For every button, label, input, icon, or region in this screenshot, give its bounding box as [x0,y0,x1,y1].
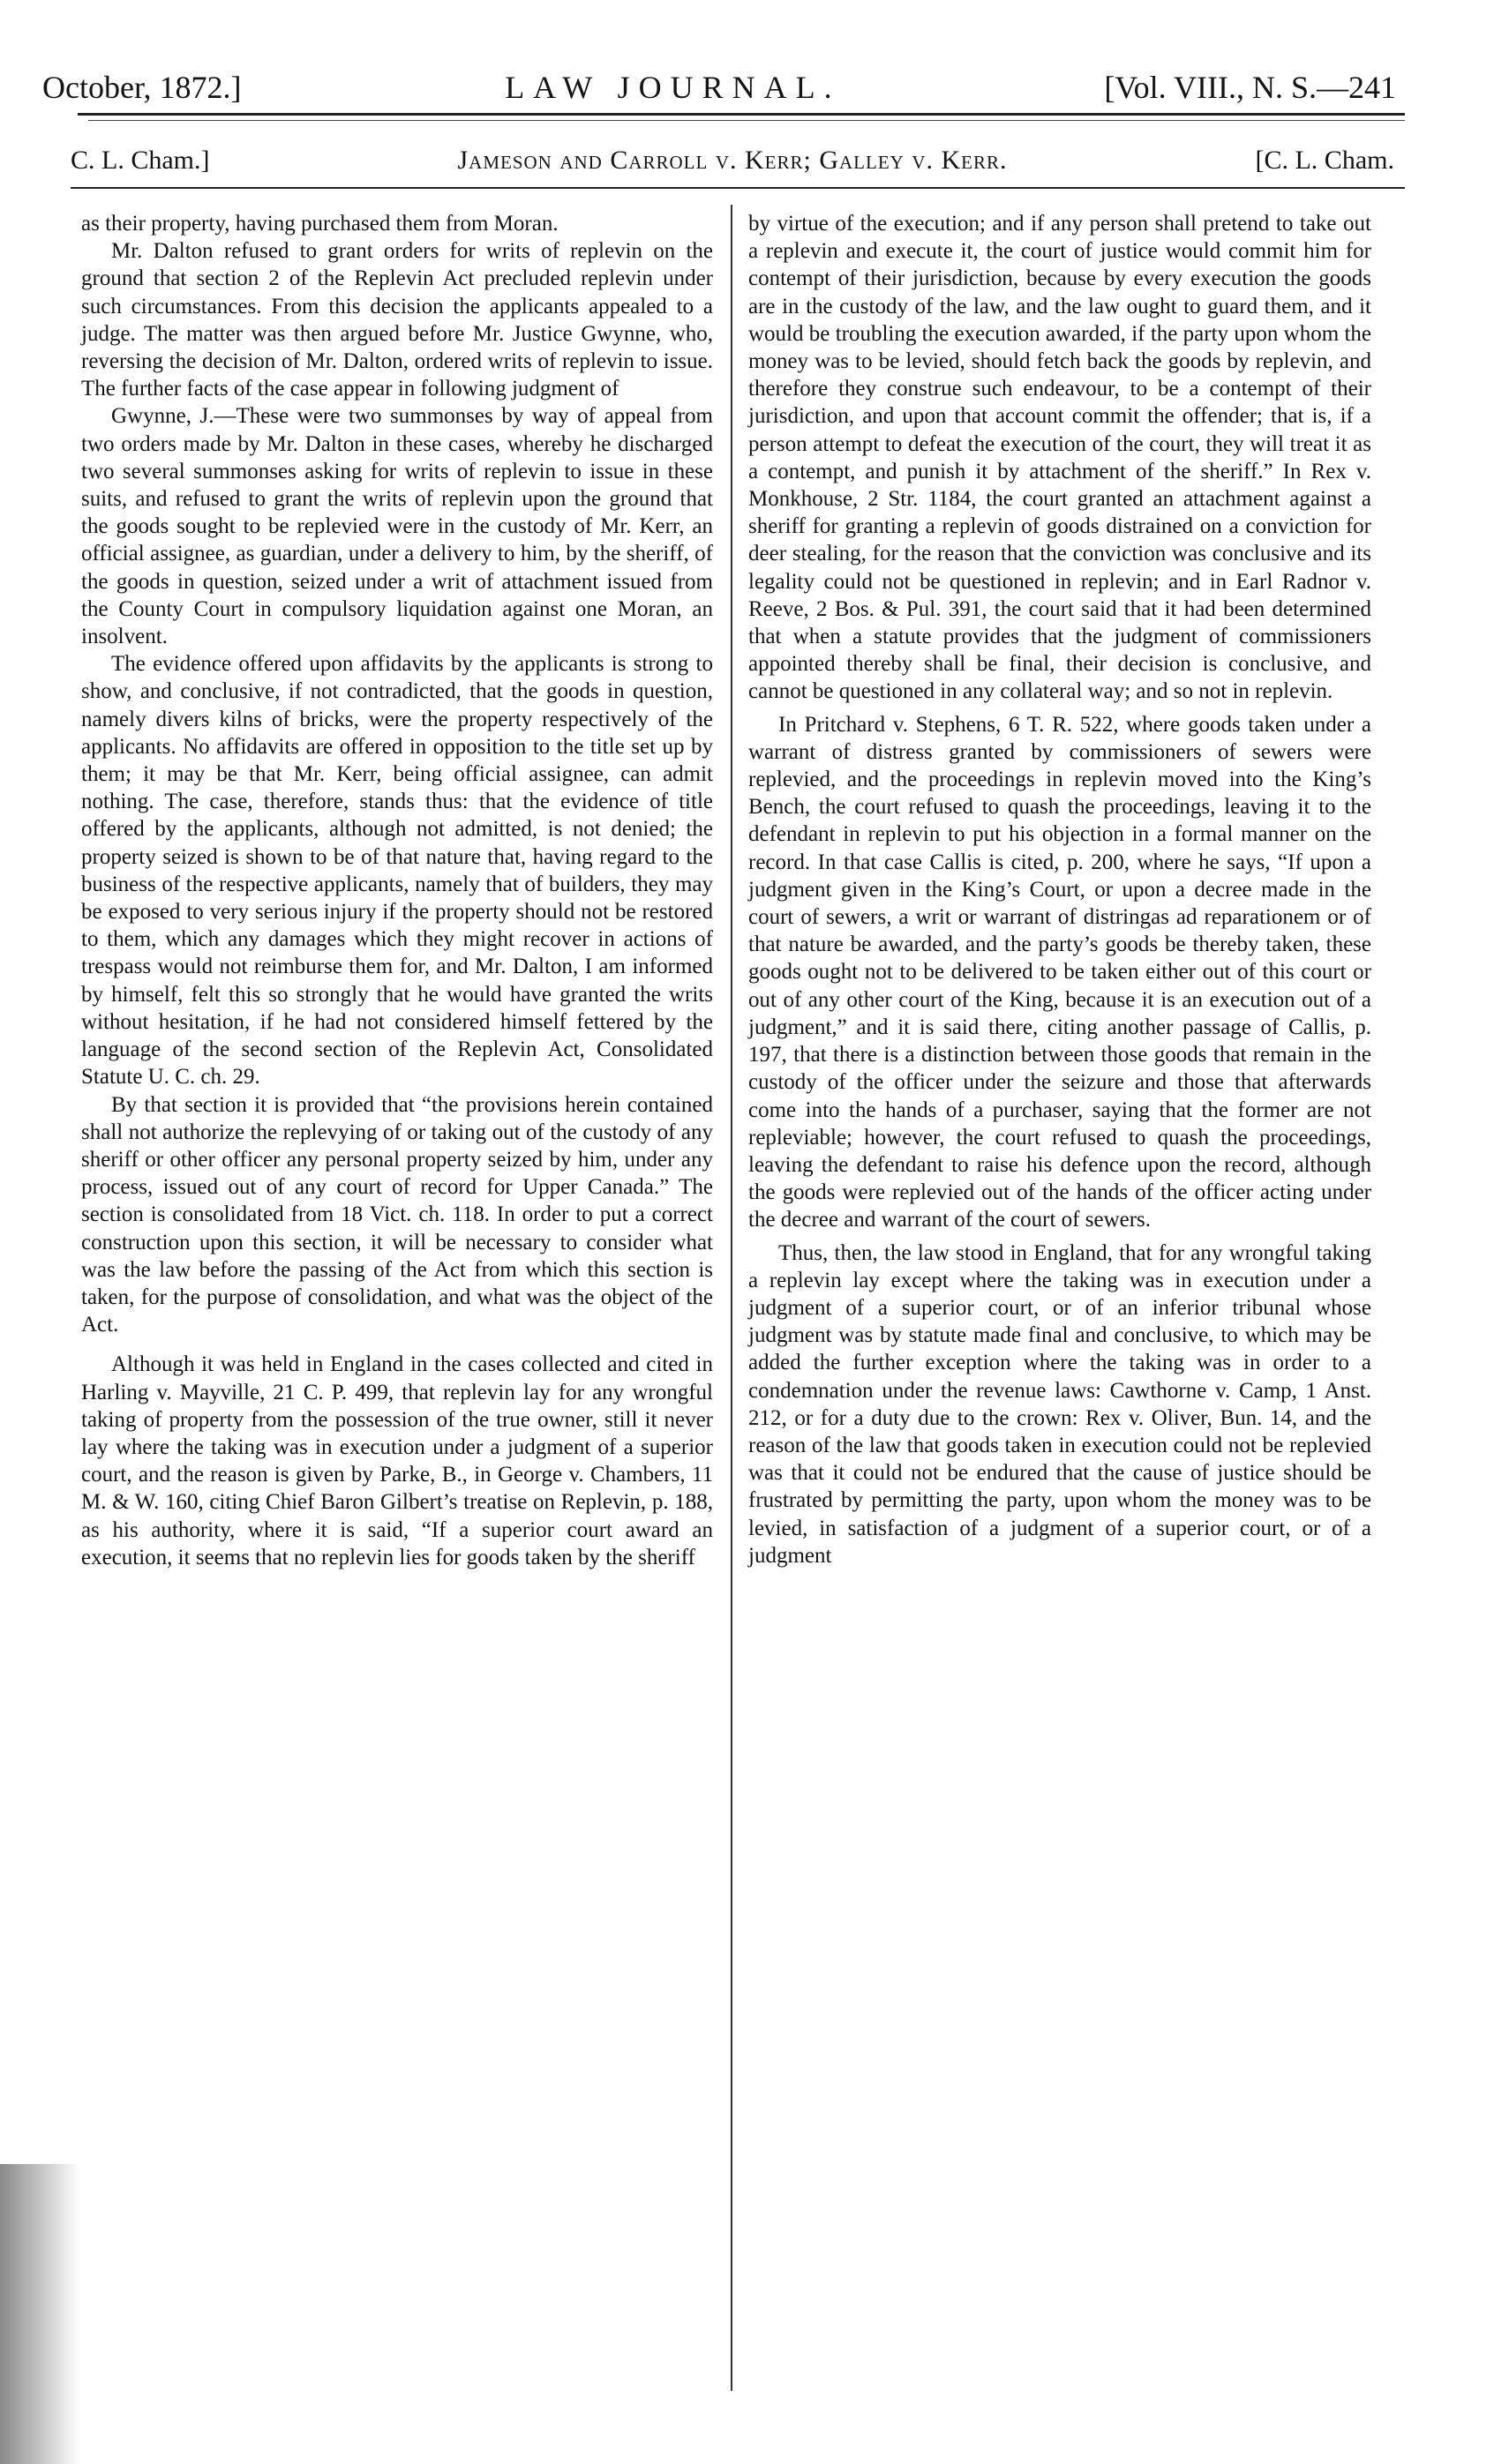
case-header [71,134,1394,187]
paragraph: The evidence offered upon affidavits by the applicants is strong to show, and conclusive, if not contradicted, that the goods in question, namely divers kilns of bricks, were the property respectively of the applicants. No affidavits are offered in opposition to the title set up by them; it may be that Mr. Kerr, being official assignee, can admit nothing. The case, therefore, stands thus: that the evidence of title offered by the applicants, although not admitted, is not denied; the property seized is shown to be of that nature that, having regard to the business of the respective applicants, namely that of builders, they may be exposed to very serious injury if the property should not be restored to them, which any damages which they might recover in actions of trespass would not reimburse them for, and Mr. Dalton, I am informed by himself, felt this so strongly that he would have granted the writs without hesitation, if he had not considered himself fettered by the language of the second section of the Replevin Act, Consolidated Statute U. C. ch. 29. [81,652,713,1090]
case-header-rule [71,187,1405,189]
column-divider [731,205,732,2391]
court-label-left: C. L. Cham.] [71,146,210,175]
header-date: October, 1872.] [42,70,242,105]
paragraph: By that section it is provided that “the provisions herein contained shall not authorize the replevying of or taking out of the custody of any sheriff or other officer any personal property seized by him, under any process, issued out of any court of record for Upper Canada.” The section is consolidated from 18 Vict. ch. 118. In order to put a correct construction upon this section, it will be necessary to consider what was the law before the passing of the Act from which this section is taken, for the purpose of consolidation, and what was the object of the Act. [81,1092,713,1337]
header-rule-thin [88,120,1405,121]
paragraph: by virtue of the execution; and if any person shall pretend to take out a replevin and execute it, the court of justice would commit him for contempt of their jurisdiction, because by every execution the goods are in the custody of the law, and the law ought to guard them, and it would be troubling the execution awarded, if the party upon whom the money was to be levied, should fetch back the goods by replevin, and therefore they construe such endeavour, to be a contempt of their jurisdiction, and upon that account commit the offender; that is, if a person attempt to defeat the execution of the court, they will treat it as a contempt, and punish it by attachment of the sheriff.” In Rex v. Monkhouse, 2 Str. 1184, the court granted an attachment against a sheriff for granting a replevin of goods distrained on a conviction for deer stealing, for the reason that the conviction was conclusive and its legality could not be questioned in replevin; and in Earl Radnor v. Reeve, 2 Bos. & Pul. 391, the court said that it had been determined that when a statute provides that the judgment of commissioners appointed thereby shall be final, their decision is conclusive, and cannot be questioned in any collateral way; and so not in replevin. [748,212,1371,704]
right-column [748,210,1371,1569]
paragraph: Mr. Dalton refused to grant orders for writs of replevin on the ground that section 2 of the Replevin Act precluded replevin under such circumstances. From this decision the applicants appealed to a judge. The matter was then argued before Mr. Justice Gwynne, who, reversing the decision of Mr. Dalton, ordered writs of replevin to issue. The further facts of the case appear in following judgment of [81,239,713,401]
case-title: Jameson and Carroll v. Kerr; Galley v. Kerr. [457,146,1008,175]
running-header [42,56,1396,118]
paragraph: Thus, then, the law stood in England, that for any wrongful taking a replevin lay except where the taking was in execution under a judgment of a superior court, or of an inferior tribunal whose judgment was by statute made final and conclusive, to which may be added the further exception where the taking was in order to a condemnation under the revenue laws: Cawthorne v. Camp, 1 Anst. 212, or for a duty due to the crown: Rex v. Oliver, Bun. 14, and the reason of the law that goods taken in execution could not be replevied was that it could not be endured that the cause of justice should be frustrated by permitting the party, upon whom the money was to be levied, in satisfaction of a judgment of a superior court, or of a judgment [748,1240,1371,1568]
header-volume-page: [Vol. VIII., N. S.—241 [1104,70,1396,105]
paragraph: Gwynne, J.—These were two summonses by way of appeal from two orders made by Mr. Dalton in these cases, whereby he discharged two several summonses asking for writs of replevin to issue in these suits, and refused to grant the writs of replevin upon the ground that the goods sought to be replevied were in the custody of Mr. Kerr, an official assignee, as guardian, under a delivery to him, by the sheriff, of the goods in question, seized under a writ of attachment issued from the County Court in compulsory liquidation against one Moran, an insolvent. [81,404,713,649]
header-rule [78,113,1405,116]
court-label-right: [C. L. Cham. [1255,146,1394,175]
journal-title: LAW JOURNAL. [505,70,841,105]
page-edge-shadow [0,2164,79,2464]
paragraph: In Pritchard v. Stephens, 6 T. R. 522, where goods taken under a warrant of distress granted by commissioners of sewers were replevied, and the proceedings in replevin moved into the King’s Bench, the court refused to quash the proceedings, leaving it to the defendant in replevin to put his objection in a formal manner on the record. In that case Callis is cited, p. 200, where he says, “If upon a judgment given in the King’s Court, or upon a decree made in the court of sewers, a writ or warrant of distringas ad reparationem or of that nature be awarded, and the party’s goods be thereby taken, these goods ought not to be delivered to be taken either out of this court or out of any other court of the King, because it is an execution out of a judgment,” and it is said there, citing another passage of Callis, p. 197, that there is a distinction between those goods that remain in the custody of the officer under the seizure and those that afterwards come into the hands of a purchaser, saying that the former are not repleviable; however, the court refused to quash the proceedings, leaving the defendant to raise his defence upon the record, although the goods were replevied out of the hands of the officer acting under the decree and warrant of the court of sewers. [748,712,1371,1232]
left-column [81,210,713,1571]
paragraph: Although it was held in England in the cases collected and cited in Harling v. Mayville, 21 C. P. 499, that replevin lay for any wrongful taking of property from the possession of the true owner, still it never lay where the taking was in execution under a judgment of a superior court, and the reason is given by Parke, B., in George v. Chambers, 11 M. & W. 160, citing Chief Baron Gilbert’s treatise on Replevin, p. 188, as his authority, where it is said, “If a superior court award an execution, it seems that no replevin lies for goods taken by the sheriff [81,1352,713,1569]
paragraph: as their property, having purchased them from Moran. [81,212,559,236]
